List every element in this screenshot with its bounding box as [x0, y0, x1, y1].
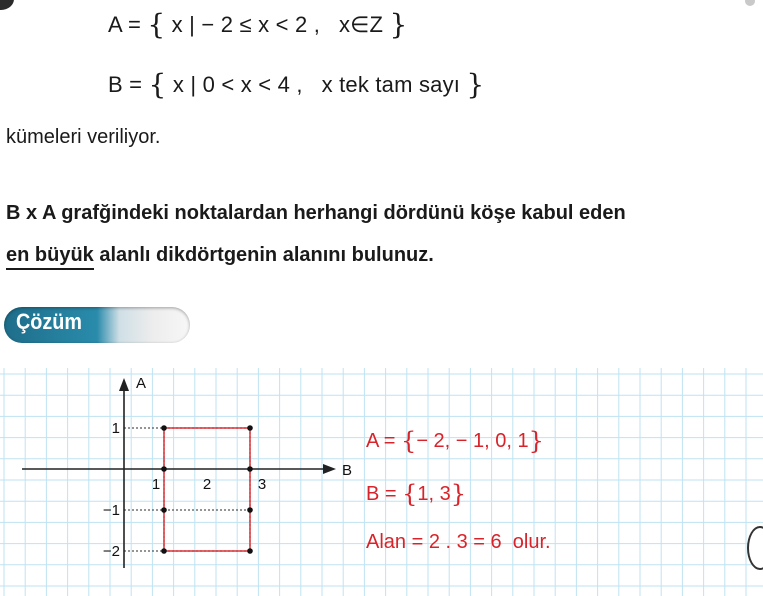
solution-set-a: [366, 425, 544, 453]
question-line-1: B x A grafğindeki noktalardan herhangi dördünü köşe kabul eden: [6, 202, 626, 224]
x-axis-arrow-icon: [323, 464, 336, 474]
solution-set-b-body: 1, 3: [417, 483, 451, 505]
solution-set-b-name: B =: [366, 483, 403, 505]
set-b-name: B =: [108, 72, 149, 97]
set-b-definition: [108, 66, 484, 99]
set-b-close-brace: }: [466, 68, 485, 101]
x-tick-label: 2: [202, 476, 212, 493]
y-tick-label: 1: [111, 420, 120, 437]
solution-set-a-close-brace: }: [528, 427, 544, 455]
y-axis-label: A: [135, 375, 147, 392]
solution-set-a-body: − 2, − 1, 0, 1: [416, 430, 529, 452]
solution-set-b-open-brace: {: [402, 480, 418, 508]
graph-point: [247, 466, 253, 472]
graph-point: [161, 466, 167, 472]
set-a-body: x | − 2 ≤ x < 2 , x∈Z: [165, 12, 390, 37]
x-tick-label: 1: [151, 476, 161, 493]
graph-point: [247, 548, 253, 554]
x-axis-label: B: [341, 462, 353, 479]
set-b-body: x | 0 < x < 4 , x tek tam sayı: [166, 72, 467, 97]
set-a-close-brace: }: [389, 8, 408, 41]
axis-labels: [103, 375, 352, 560]
corner-circle-decoration: [0, 0, 14, 10]
solution-badge: [4, 307, 190, 343]
question-rest-text: alanlı dikdörtgenin alanını bulunuz.: [93, 244, 434, 266]
x-tick-label: 3: [257, 476, 267, 493]
question-underlined-text: en büyük: [6, 244, 94, 270]
y-axis-arrow-icon: [119, 378, 129, 391]
question-line-2: [6, 244, 434, 270]
set-a-definition: [108, 6, 408, 39]
set-b-open-brace: {: [148, 68, 167, 101]
intro-text: kümeleri veriliyor.: [6, 126, 161, 148]
graph-point: [247, 507, 253, 513]
solution-set-b: [366, 478, 466, 506]
solution-set-a-name: A =: [366, 430, 402, 452]
graph-point: [161, 548, 167, 554]
solution-label: Çözüm: [16, 309, 82, 334]
solution-set-a-open-brace: {: [401, 427, 417, 455]
y-tick-label: −2: [102, 543, 120, 560]
solution-area: Alan = 2 . 3 = 6 olur.: [366, 531, 551, 553]
graph-point: [161, 425, 167, 431]
y-tick-label: −1: [102, 502, 120, 519]
dotted-guides: [124, 428, 250, 551]
axes: [22, 378, 336, 568]
corner-dot-decoration: [745, 0, 755, 6]
graph-point: [247, 425, 253, 431]
graph-point: [161, 507, 167, 513]
set-a-open-brace: {: [147, 8, 166, 41]
set-a-name: A =: [108, 12, 148, 37]
solution-set-b-close-brace: }: [450, 480, 467, 508]
